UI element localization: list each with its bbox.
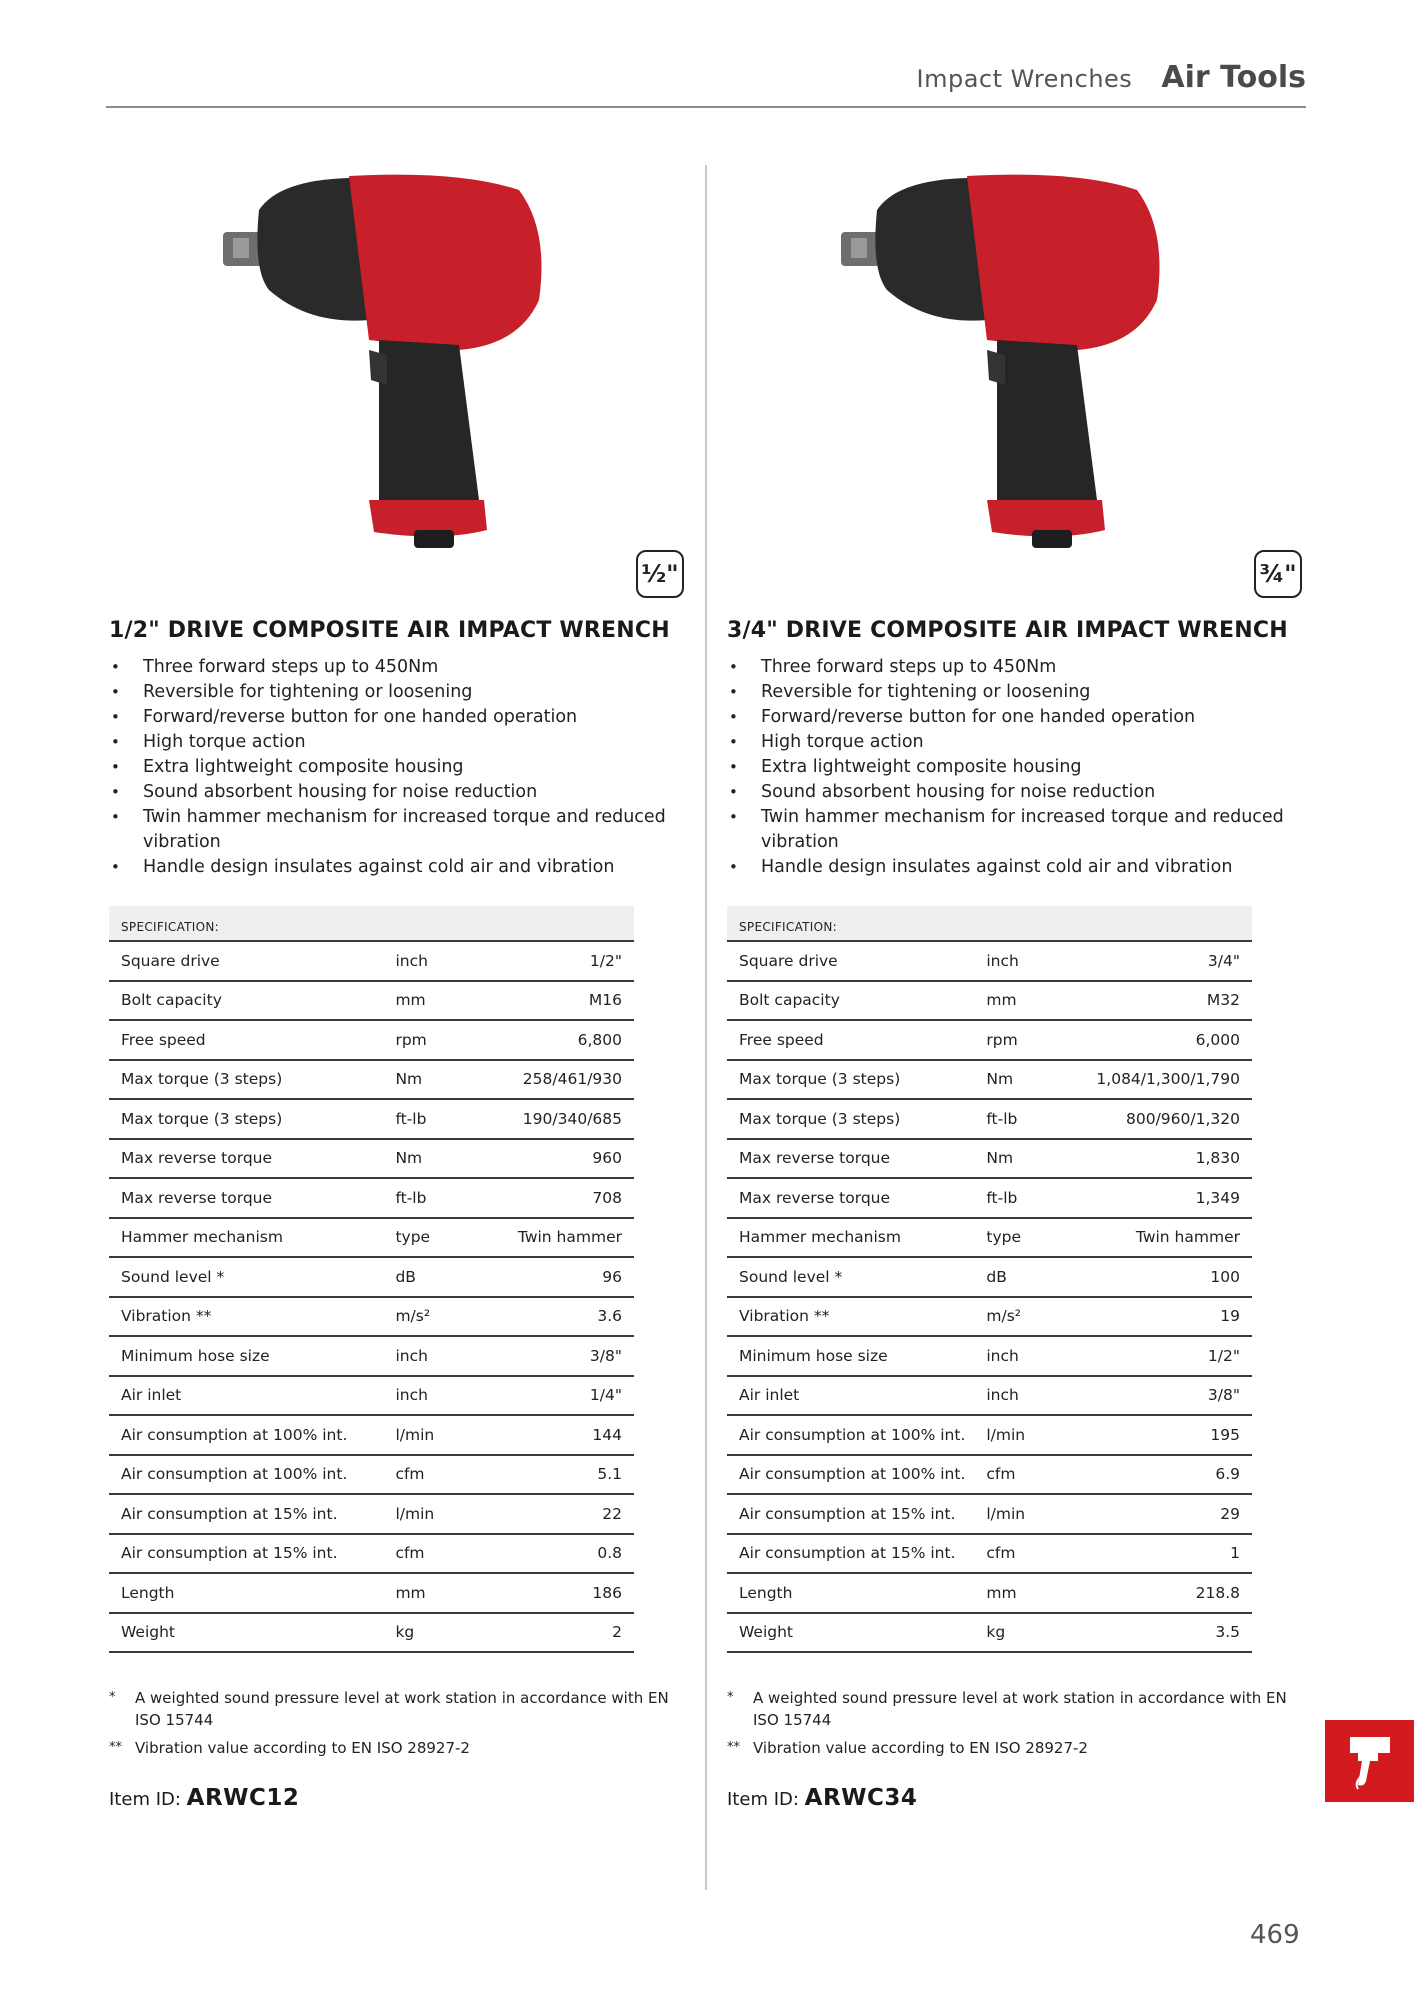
spec-row	[727, 1020, 1252, 1060]
spec-value: 6,000	[1078, 1020, 1252, 1060]
footnote	[727, 1687, 1302, 1731]
spec-unit: Nm	[986, 1060, 1078, 1100]
spec-label: Bolt capacity	[727, 981, 986, 1021]
spec-row	[109, 1178, 634, 1218]
footnote	[727, 1737, 1302, 1759]
spec-label: Air consumption at 100% int.	[727, 1455, 986, 1495]
spec-table-header: SPECIFICATION:	[109, 906, 634, 941]
drive-size-badge: ½"	[636, 550, 684, 598]
spec-value: 708	[487, 1178, 634, 1218]
footnote-text: Vibration value according to EN ISO 28927-2	[753, 1739, 1088, 1757]
spec-row	[727, 1415, 1252, 1455]
footnote-mark: *	[727, 1690, 734, 1705]
item-id-label: Item ID:	[727, 1789, 799, 1810]
spec-unit: rpm	[395, 1020, 487, 1060]
footnotes	[109, 1687, 684, 1759]
item-id	[727, 1785, 1302, 1811]
spec-label: Air inlet	[727, 1376, 986, 1416]
spec-value: 1/2"	[1078, 1336, 1252, 1376]
feature-item: • Sound absorbent housing for noise reduction	[109, 780, 684, 805]
spec-label: Max reverse torque	[727, 1139, 986, 1179]
spec-row	[109, 1573, 634, 1613]
footnote-text: Vibration value according to EN ISO 28927-2	[135, 1739, 470, 1757]
feature-item: • Extra lightweight composite housing	[109, 755, 684, 780]
spec-unit: l/min	[395, 1494, 487, 1534]
product-column	[109, 160, 684, 1811]
spec-value: 1	[1078, 1534, 1252, 1574]
spec-unit: inch	[986, 1376, 1078, 1416]
spec-row	[727, 1099, 1252, 1139]
spec-label: Minimum hose size	[727, 1336, 986, 1376]
spec-row	[727, 1336, 1252, 1376]
spec-unit: m/s²	[395, 1297, 487, 1337]
spec-value: 186	[487, 1573, 634, 1613]
spec-unit: ft-lb	[395, 1099, 487, 1139]
feature-item: • High torque action	[109, 730, 684, 755]
product-column	[727, 160, 1302, 1811]
spec-row	[727, 1060, 1252, 1100]
spec-table-header: SPECIFICATION:	[727, 906, 1252, 941]
spec-row	[109, 941, 634, 981]
spec-value: 22	[487, 1494, 634, 1534]
spec-label: Air consumption at 15% int.	[109, 1494, 395, 1534]
spec-row	[727, 981, 1252, 1021]
spec-label: Max reverse torque	[109, 1139, 395, 1179]
spec-row	[727, 1376, 1252, 1416]
spec-unit: mm	[395, 981, 487, 1021]
spec-row	[109, 1494, 634, 1534]
spec-label: Air consumption at 100% int.	[109, 1455, 395, 1495]
footnote-text: A weighted sound pressure level at work station in accordance with EN ISO 15744	[753, 1689, 1287, 1729]
spec-label: Hammer mechanism	[109, 1218, 395, 1258]
spec-row	[109, 981, 634, 1021]
feature-item: • Sound absorbent housing for noise reduction	[727, 780, 1302, 805]
impact-wrench-image	[219, 170, 559, 560]
spec-unit: l/min	[395, 1415, 487, 1455]
spec-row	[109, 1297, 634, 1337]
spec-value: 144	[487, 1415, 634, 1455]
product-title: 1/2" DRIVE COMPOSITE AIR IMPACT WRENCH	[109, 618, 670, 643]
spec-value: 1,084/1,300/1,790	[1078, 1060, 1252, 1100]
spec-row	[109, 1613, 634, 1653]
spec-unit: mm	[395, 1573, 487, 1613]
footnote	[109, 1737, 684, 1759]
spec-label: Weight	[109, 1613, 395, 1653]
spec-row	[109, 1415, 634, 1455]
spec-unit: inch	[395, 941, 487, 981]
footnote-mark: *	[109, 1690, 116, 1705]
spec-unit: rpm	[986, 1020, 1078, 1060]
spec-unit: inch	[986, 1336, 1078, 1376]
spec-value: 258/461/930	[487, 1060, 634, 1100]
spec-label: Air consumption at 15% int.	[727, 1494, 986, 1534]
footnote-mark: **	[727, 1740, 740, 1755]
feature-item: • Twin hammer mechanism for increased torque and reduced vibration	[109, 805, 684, 855]
spec-label: Sound level *	[109, 1257, 395, 1297]
spec-unit: Nm	[395, 1139, 487, 1179]
spec-label: Air consumption at 15% int.	[727, 1534, 986, 1574]
feature-item: • Reversible for tightening or loosening	[109, 680, 684, 705]
spec-row	[727, 1534, 1252, 1574]
feature-item: • Three forward steps up to 450Nm	[109, 655, 684, 680]
feature-item: • Forward/reverse button for one handed operation	[109, 705, 684, 730]
spec-label: Free speed	[727, 1020, 986, 1060]
footnotes	[727, 1687, 1302, 1759]
spec-row	[727, 1573, 1252, 1613]
spec-label: Length	[727, 1573, 986, 1613]
spec-row	[727, 1218, 1252, 1258]
feature-item: • High torque action	[727, 730, 1302, 755]
spec-value: 19	[1078, 1297, 1252, 1337]
spec-value: 0.8	[487, 1534, 634, 1574]
spec-label: Length	[109, 1573, 395, 1613]
spec-value: 195	[1078, 1415, 1252, 1455]
spec-row	[109, 1455, 634, 1495]
item-id-code: ARWC34	[804, 1785, 918, 1811]
product-image	[109, 160, 684, 600]
product-title: 3/4" DRIVE COMPOSITE AIR IMPACT WRENCH	[727, 618, 1288, 643]
spec-unit: inch	[395, 1336, 487, 1376]
spec-label: Max torque (3 steps)	[727, 1060, 986, 1100]
spec-row	[727, 1139, 1252, 1179]
spec-row	[109, 1534, 634, 1574]
spec-value: 190/340/685	[487, 1099, 634, 1139]
spec-label: Max reverse torque	[109, 1178, 395, 1218]
impact-wrench-image	[837, 170, 1177, 560]
page-number: 469	[1250, 1920, 1300, 1950]
spec-value: 3.6	[487, 1297, 634, 1337]
spec-label: Max torque (3 steps)	[109, 1060, 395, 1100]
footnote	[109, 1687, 684, 1731]
feature-list	[727, 655, 1302, 880]
spec-table	[109, 906, 634, 1653]
spec-value: 6.9	[1078, 1455, 1252, 1495]
spec-unit: ft-lb	[986, 1099, 1078, 1139]
spec-unit: type	[986, 1218, 1078, 1258]
section-title: Impact Wrenches	[916, 65, 1133, 93]
spec-label: Square drive	[109, 941, 395, 981]
spec-label: Max torque (3 steps)	[109, 1099, 395, 1139]
feature-item: • Three forward steps up to 450Nm	[727, 655, 1302, 680]
spec-value: 1,830	[1078, 1139, 1252, 1179]
spec-label: Minimum hose size	[109, 1336, 395, 1376]
column-divider	[705, 165, 707, 1890]
spec-label: Free speed	[109, 1020, 395, 1060]
item-id-code: ARWC12	[186, 1785, 300, 1811]
feature-item: • Extra lightweight composite housing	[727, 755, 1302, 780]
spec-unit: dB	[986, 1257, 1078, 1297]
spec-unit: m/s²	[986, 1297, 1078, 1337]
spec-label: Hammer mechanism	[727, 1218, 986, 1258]
spec-value: M16	[487, 981, 634, 1021]
spec-value: 800/960/1,320	[1078, 1099, 1252, 1139]
spec-row	[109, 1099, 634, 1139]
spec-value: 1/4"	[487, 1376, 634, 1416]
spec-unit: kg	[986, 1613, 1078, 1653]
spec-label: Air consumption at 15% int.	[109, 1534, 395, 1574]
spec-unit: cfm	[986, 1455, 1078, 1495]
spec-label: Bolt capacity	[109, 981, 395, 1021]
spec-label: Vibration **	[109, 1297, 395, 1337]
spec-row	[727, 1494, 1252, 1534]
spec-value: Twin hammer	[487, 1218, 634, 1258]
product-image	[727, 160, 1302, 600]
spec-unit: cfm	[395, 1534, 487, 1574]
spec-label: Air consumption at 100% int.	[109, 1415, 395, 1455]
spec-row	[109, 1020, 634, 1060]
feature-item: • Handle design insulates against cold air and vibration	[727, 855, 1302, 880]
feature-item: • Forward/reverse button for one handed operation	[727, 705, 1302, 730]
item-id-label: Item ID:	[109, 1789, 181, 1810]
spec-row	[109, 1218, 634, 1258]
feature-item: • Reversible for tightening or loosening	[727, 680, 1302, 705]
spec-row	[727, 1257, 1252, 1297]
spec-unit: Nm	[986, 1139, 1078, 1179]
spec-label: Weight	[727, 1613, 986, 1653]
feature-item: • Handle design insulates against cold air and vibration	[109, 855, 684, 880]
spec-row	[727, 941, 1252, 981]
spec-value: 218.8	[1078, 1573, 1252, 1613]
spec-value: 5.1	[487, 1455, 634, 1495]
spec-row	[109, 1139, 634, 1179]
spec-unit: kg	[395, 1613, 487, 1653]
spec-label: Sound level *	[727, 1257, 986, 1297]
spec-value: 960	[487, 1139, 634, 1179]
spec-value: 96	[487, 1257, 634, 1297]
page-header	[106, 60, 1306, 108]
spec-unit: type	[395, 1218, 487, 1258]
spec-table	[727, 906, 1252, 1653]
spec-label: Square drive	[727, 941, 986, 981]
spec-row	[727, 1178, 1252, 1218]
spec-label: Air inlet	[109, 1376, 395, 1416]
air-tool-icon	[1325, 1720, 1414, 1802]
spec-row	[109, 1257, 634, 1297]
spec-value: 3/8"	[1078, 1376, 1252, 1416]
spec-unit: mm	[986, 1573, 1078, 1613]
footnote-text: A weighted sound pressure level at work station in accordance with EN ISO 15744	[135, 1689, 669, 1729]
drive-size-badge: ¾"	[1254, 550, 1302, 598]
spec-value: 3/4"	[1078, 941, 1252, 981]
spec-row	[727, 1455, 1252, 1495]
feature-item: • Twin hammer mechanism for increased torque and reduced vibration	[727, 805, 1302, 855]
spec-row	[109, 1060, 634, 1100]
spec-label: Max torque (3 steps)	[727, 1099, 986, 1139]
spec-unit: Nm	[395, 1060, 487, 1100]
spec-value: 1,349	[1078, 1178, 1252, 1218]
spec-label: Air consumption at 100% int.	[727, 1415, 986, 1455]
spec-value: 6,800	[487, 1020, 634, 1060]
feature-list	[109, 655, 684, 880]
spec-unit: mm	[986, 981, 1078, 1021]
spec-unit: ft-lb	[395, 1178, 487, 1218]
spec-value: 29	[1078, 1494, 1252, 1534]
category-title: Air Tools	[1161, 60, 1306, 95]
spec-value: M32	[1078, 981, 1252, 1021]
spec-value: 3/8"	[487, 1336, 634, 1376]
spec-unit: ft-lb	[986, 1178, 1078, 1218]
spec-unit: cfm	[395, 1455, 487, 1495]
spec-label: Vibration **	[727, 1297, 986, 1337]
item-id	[109, 1785, 684, 1811]
spec-value: 2	[487, 1613, 634, 1653]
spec-value: 100	[1078, 1257, 1252, 1297]
spec-unit: l/min	[986, 1494, 1078, 1534]
spec-value: 1/2"	[487, 941, 634, 981]
spec-unit: inch	[986, 941, 1078, 981]
spec-row	[109, 1376, 634, 1416]
spec-value: Twin hammer	[1078, 1218, 1252, 1258]
spec-row	[109, 1336, 634, 1376]
spec-unit: inch	[395, 1376, 487, 1416]
spec-value: 3.5	[1078, 1613, 1252, 1653]
spec-unit: dB	[395, 1257, 487, 1297]
footnote-mark: **	[109, 1740, 122, 1755]
spec-row	[727, 1297, 1252, 1337]
spec-unit: l/min	[986, 1415, 1078, 1455]
spec-label: Max reverse torque	[727, 1178, 986, 1218]
spec-unit: cfm	[986, 1534, 1078, 1574]
spec-row	[727, 1613, 1252, 1653]
